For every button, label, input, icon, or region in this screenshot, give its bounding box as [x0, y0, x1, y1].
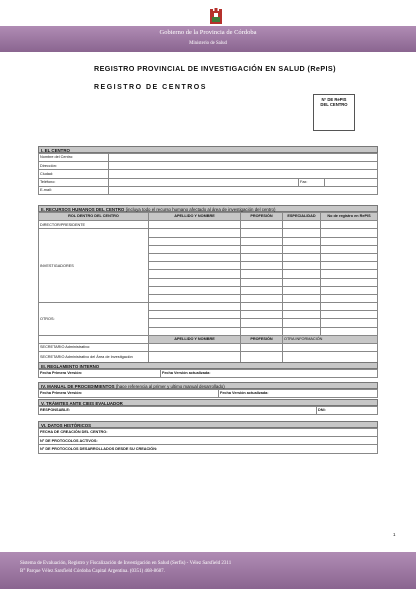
cieis-table	[38, 406, 378, 415]
table-cell[interactable]	[321, 270, 378, 278]
repis-box-line1: N° DE RePIS	[321, 97, 347, 102]
table-cell[interactable]	[241, 278, 283, 286]
role-label: SECRETARIO Administrativo del Área de Investigación	[39, 352, 149, 363]
table-row	[39, 407, 378, 415]
table-cell[interactable]	[149, 303, 241, 311]
table-cell[interactable]	[321, 229, 378, 237]
table-cell[interactable]	[321, 319, 378, 327]
table-cell[interactable]	[149, 319, 241, 327]
table-row	[39, 390, 378, 398]
table-cell[interactable]	[241, 327, 283, 335]
section-heading-text: IV. MANUAL DE PROCEDIMIENTOS	[41, 384, 115, 389]
table-cell[interactable]	[283, 253, 321, 261]
responsible-field[interactable]: RESPONSABLE:	[39, 407, 317, 415]
table-row	[39, 445, 378, 453]
table-cell[interactable]	[283, 311, 321, 319]
table-cell[interactable]	[283, 221, 321, 229]
table-cell[interactable]	[149, 237, 241, 245]
table-cell[interactable]	[241, 294, 283, 302]
role-label: SECRETARIO Administrativo:	[39, 344, 149, 352]
table-cell[interactable]	[283, 245, 321, 253]
repis-number-box[interactable]	[313, 94, 355, 131]
column-header: No de registro en RePIS	[321, 213, 378, 221]
developed-protocols-field[interactable]: N° DE PROTOCOLOS DESARROLLADOS DESDE SU CREACIÓN:	[39, 445, 378, 453]
government-name: Gobierno de la Provincia de Córdoba	[159, 29, 257, 36]
section-heading: I. EL CENTRO	[38, 146, 378, 153]
document-subtitle: REGISTRO DE CENTROS	[94, 84, 207, 91]
table-cell[interactable]	[321, 221, 378, 229]
footer-line1: Sistema de Evaluación, Registro y Fiscalización de Investigación en Salud (Serfis) - Vélez Sarsfield 2311	[20, 561, 232, 566]
historical-table	[38, 428, 378, 454]
table-cell[interactable]	[283, 344, 378, 352]
table-cell[interactable]	[241, 344, 283, 352]
table-cell[interactable]	[241, 319, 283, 327]
table-cell[interactable]	[241, 237, 283, 245]
province-crest-icon	[209, 8, 223, 26]
table-cell[interactable]	[283, 237, 321, 245]
page-number: 1	[393, 532, 396, 537]
table-cell[interactable]	[149, 311, 241, 319]
section-internal-regulation	[38, 362, 378, 378]
section-note: (hace referencia al primer y ultimo manual desarrollado)	[115, 384, 225, 389]
table-row	[39, 178, 378, 186]
center-table	[38, 153, 378, 195]
table-cell[interactable]	[241, 253, 283, 261]
table-cell[interactable]	[241, 303, 283, 311]
city-field[interactable]	[109, 170, 378, 178]
repis-box-line2: DEL CENTRO	[320, 102, 348, 107]
table-cell[interactable]	[149, 327, 241, 335]
field-label: Ciudad:	[39, 170, 109, 178]
role-label: OTROS:	[39, 303, 149, 336]
ministry-name: Ministerio de Salud	[189, 41, 227, 46]
section-cieis	[38, 399, 378, 415]
column-header: APELLIDO Y NOMBRE	[149, 335, 241, 343]
field-label: E-mail:	[39, 186, 109, 194]
creation-date-field[interactable]: FECHA DE CREACIÓN DEL CENTRO:	[39, 429, 378, 437]
column-header: ESPECIALIDAD	[283, 213, 321, 221]
phone-field[interactable]	[109, 178, 299, 186]
table-cell[interactable]	[149, 294, 241, 302]
section-heading	[38, 205, 378, 212]
column-header: ROL DENTRO DEL CENTRO	[39, 213, 149, 221]
fax-field[interactable]	[325, 178, 378, 186]
table-cell[interactable]	[149, 253, 241, 261]
column-header: PROFESIÓN	[241, 335, 283, 343]
table-row	[39, 437, 378, 445]
regulation-table	[38, 369, 378, 378]
section-note: (incluya todo el recurso humano afectado al área de investigación del centro)	[125, 207, 276, 212]
table-row	[39, 229, 378, 237]
table-cell[interactable]	[321, 303, 378, 311]
center-name-field[interactable]	[109, 154, 378, 162]
table-cell[interactable]	[321, 294, 378, 302]
table-row	[39, 429, 378, 437]
section-heading: III. REGLAMENTO INTERNO	[38, 362, 378, 369]
section-human-resources	[38, 205, 378, 363]
column-header: APELLIDO Y NOMBRE	[149, 213, 241, 221]
table-cell[interactable]	[283, 270, 321, 278]
section-heading	[38, 382, 378, 389]
table-cell[interactable]	[283, 319, 321, 327]
table-row	[39, 170, 378, 178]
address-field[interactable]	[109, 162, 378, 170]
role-label: INVESTIGADORES	[39, 229, 149, 303]
manual-table	[38, 389, 378, 398]
section-historical-data	[38, 421, 378, 454]
table-row	[39, 344, 378, 352]
table-cell[interactable]	[241, 229, 283, 237]
table-cell[interactable]	[241, 311, 283, 319]
updated-version-field[interactable]: Fecha Versión actualizada:	[161, 370, 378, 378]
table-cell[interactable]	[241, 221, 283, 229]
updated-version-field[interactable]: Fecha Versión actualizada:	[219, 390, 378, 398]
table-row	[39, 221, 378, 229]
table-cell[interactable]	[321, 262, 378, 270]
table-cell[interactable]	[149, 262, 241, 270]
first-version-field[interactable]: Fecha Primera Versión:	[39, 390, 219, 398]
table-row	[39, 162, 378, 170]
table-cell[interactable]	[241, 262, 283, 270]
table-cell[interactable]	[149, 245, 241, 253]
field-label: Teléfono:	[39, 178, 109, 186]
table-cell[interactable]	[149, 344, 241, 352]
table-cell[interactable]	[321, 253, 378, 261]
table-cell[interactable]	[321, 286, 378, 294]
table-cell[interactable]	[241, 270, 283, 278]
table-cell[interactable]	[149, 221, 241, 229]
field-label: Nombre del Centro:	[39, 154, 109, 162]
table-cell	[39, 335, 149, 343]
role-label: DIRECTOR/PRESIDENTE	[39, 221, 149, 229]
section-heading: V. TRÁMITES ANTE CIEIS EVALUADOR	[38, 399, 378, 406]
table-header-row	[39, 335, 378, 343]
table-row	[39, 154, 378, 162]
section-heading: VI. DATOS HISTÓRICOS	[38, 421, 378, 428]
column-header: OTRA INFORMACIÓN	[283, 335, 378, 343]
table-cell[interactable]	[241, 286, 283, 294]
table-cell[interactable]	[283, 327, 321, 335]
table-cell[interactable]	[149, 270, 241, 278]
table-row	[39, 303, 378, 311]
section-heading-text: II. RECURSOS HUMANOS DEL CENTRO	[41, 207, 125, 212]
table-cell[interactable]	[149, 278, 241, 286]
table-cell[interactable]	[149, 286, 241, 294]
table-cell[interactable]	[283, 278, 321, 286]
footer-line2: B° Parque Vélez Sarsfield Córdoba Capital Argentina. (0351) 468-8687.	[20, 569, 165, 574]
first-version-field[interactable]: Fecha Primera Versión:	[39, 370, 161, 378]
page-header	[0, 0, 416, 52]
table-cell[interactable]	[321, 237, 378, 245]
table-cell[interactable]	[241, 245, 283, 253]
table-header-row	[39, 213, 378, 221]
table-cell[interactable]	[283, 229, 321, 237]
table-cell[interactable]	[149, 229, 241, 237]
table-row	[39, 370, 378, 378]
table-cell[interactable]	[283, 286, 321, 294]
dni-field[interactable]: DNI:	[317, 407, 378, 415]
table-cell[interactable]	[283, 262, 321, 270]
table-cell[interactable]	[283, 294, 321, 302]
email-field[interactable]	[109, 186, 378, 194]
human-resources-table	[38, 212, 378, 363]
column-header: PROFESIÓN	[241, 213, 283, 221]
document-title: REGISTRO PROVINCIAL DE INVESTIGACIÓN EN SALUD (RePIS)	[94, 64, 336, 73]
table-row	[39, 186, 378, 194]
field-label: Dirección:	[39, 162, 109, 170]
table-cell[interactable]	[321, 278, 378, 286]
active-protocols-field[interactable]: N° DE PROTOCOLOS ACTIVOS:	[39, 437, 378, 445]
table-cell[interactable]	[283, 303, 321, 311]
field-label: Fax:	[299, 178, 325, 186]
table-cell[interactable]	[321, 245, 378, 253]
table-cell[interactable]	[321, 311, 378, 319]
section-center	[38, 146, 378, 195]
table-cell[interactable]	[321, 327, 378, 335]
section-procedures-manual	[38, 382, 378, 398]
